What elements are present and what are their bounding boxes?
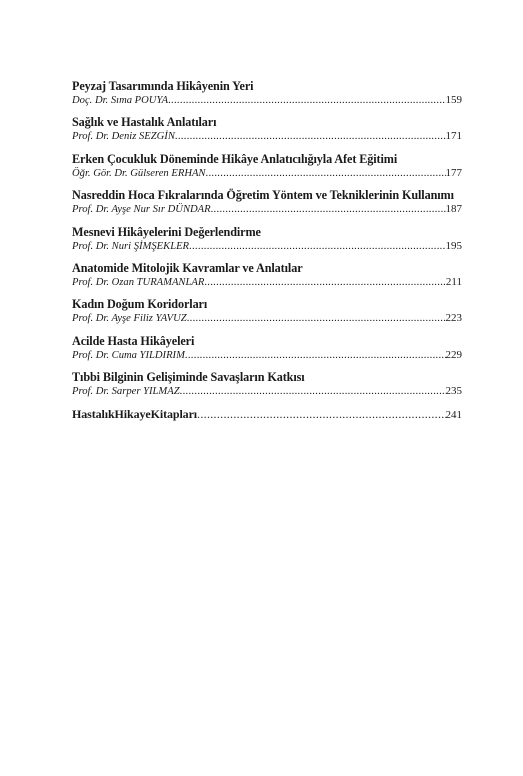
entry-author-row bbox=[72, 312, 462, 325]
entry-author-row bbox=[72, 203, 462, 216]
entry-title: Peyzaj Tasarımında Hikâyenin Yeri bbox=[72, 79, 254, 93]
entry-page-number: 235 bbox=[445, 385, 462, 398]
entry-page-number: 211 bbox=[445, 275, 462, 288]
entry-page-number: 159 bbox=[445, 94, 462, 106]
toc-entry-nasreddin-hoca bbox=[72, 188, 462, 216]
entry-page-number: 229 bbox=[445, 348, 462, 361]
toc-entry-acilde bbox=[72, 334, 462, 362]
entry-title: Acilde Hasta Hikâyeleri bbox=[72, 333, 195, 348]
entry-page-number: 223 bbox=[445, 312, 462, 325]
toc-entry-final bbox=[72, 407, 462, 423]
toc-entry-mesnevi bbox=[72, 225, 462, 253]
dot-leader bbox=[185, 349, 446, 362]
entry-author-row bbox=[72, 94, 462, 107]
entry-author: Öğr. Gör. Dr. Gülseren ERHAN bbox=[72, 167, 206, 179]
entry-title: Mesnevi Hikâyelerini Değerlendirme bbox=[72, 224, 261, 239]
entry-author: Prof. Dr. Sarper YILMAZ bbox=[72, 386, 180, 398]
dot-leader bbox=[187, 312, 446, 325]
entry-author-row bbox=[72, 385, 462, 398]
entry-author: Prof. Dr. Deniz SEZGİN bbox=[72, 131, 175, 143]
entry-author: Doç. Dr. Sıma POUYA bbox=[72, 95, 169, 106]
entry-title: Sağlık ve Hastalık Anlatıları bbox=[72, 115, 217, 130]
entry-page-number: 195 bbox=[445, 239, 462, 252]
entry-author-row bbox=[72, 167, 462, 180]
toc-entry-saglik bbox=[72, 115, 462, 143]
dot-leader bbox=[211, 203, 446, 216]
entry-author: Prof. Dr. Nuri ŞİMŞEKLER bbox=[72, 240, 190, 252]
dot-leader bbox=[168, 94, 445, 107]
dot-leader bbox=[189, 240, 445, 253]
entry-page-number: 177 bbox=[445, 166, 462, 179]
table-of-contents bbox=[72, 79, 462, 423]
dot-leader bbox=[204, 276, 446, 289]
entry-page-number: 171 bbox=[445, 130, 462, 143]
entry-title: Tıbbi Bilginin Gelişiminde Savaşların Katkısı bbox=[72, 370, 305, 385]
entry-author: Prof. Dr. Ozan TURAMANLAR bbox=[72, 276, 205, 288]
final-entry-label: HastalıkHikayeKitapları bbox=[72, 406, 198, 421]
entry-title: Nasreddin Hoca Fıkralarında Öğretim Yöntem ve Tekniklerinin Kullanımı bbox=[72, 188, 454, 203]
entry-author-row bbox=[72, 240, 462, 253]
entry-title: Kadın Doğum Koridorları bbox=[72, 297, 208, 312]
entry-author: Prof. Dr. Cuma YILDIRIM bbox=[72, 349, 185, 361]
toc-entry-peyzaj bbox=[72, 79, 462, 107]
toc-entry-tibbi-bilgi bbox=[72, 370, 462, 398]
entry-author-row bbox=[72, 130, 462, 143]
dot-leader bbox=[197, 407, 445, 422]
entry-page-number: 241 bbox=[445, 408, 462, 421]
dot-leader bbox=[175, 130, 446, 143]
entry-author-row bbox=[72, 349, 462, 362]
entry-author: Prof. Dr. Ayşe Filiz YAVUZ bbox=[72, 313, 187, 325]
entry-page-number: 187 bbox=[445, 203, 462, 216]
dot-leader bbox=[180, 385, 446, 398]
dot-leader bbox=[206, 167, 446, 180]
toc-entry-anatomide bbox=[72, 261, 462, 289]
entry-author: Prof. Dr. Ayşe Nur Sır DÜNDAR bbox=[72, 204, 211, 216]
toc-entry-kadin-dogum bbox=[72, 297, 462, 325]
entry-title: Anatomide Mitolojik Kavramlar ve Anlatılar bbox=[72, 260, 303, 275]
entry-author-row bbox=[72, 276, 462, 289]
entry-title: Erken Çocukluk Döneminde Hikâye Anlatıcılığıyla Afet Eğitimi bbox=[72, 151, 398, 166]
toc-entry-erken-cocukluk bbox=[72, 152, 462, 180]
